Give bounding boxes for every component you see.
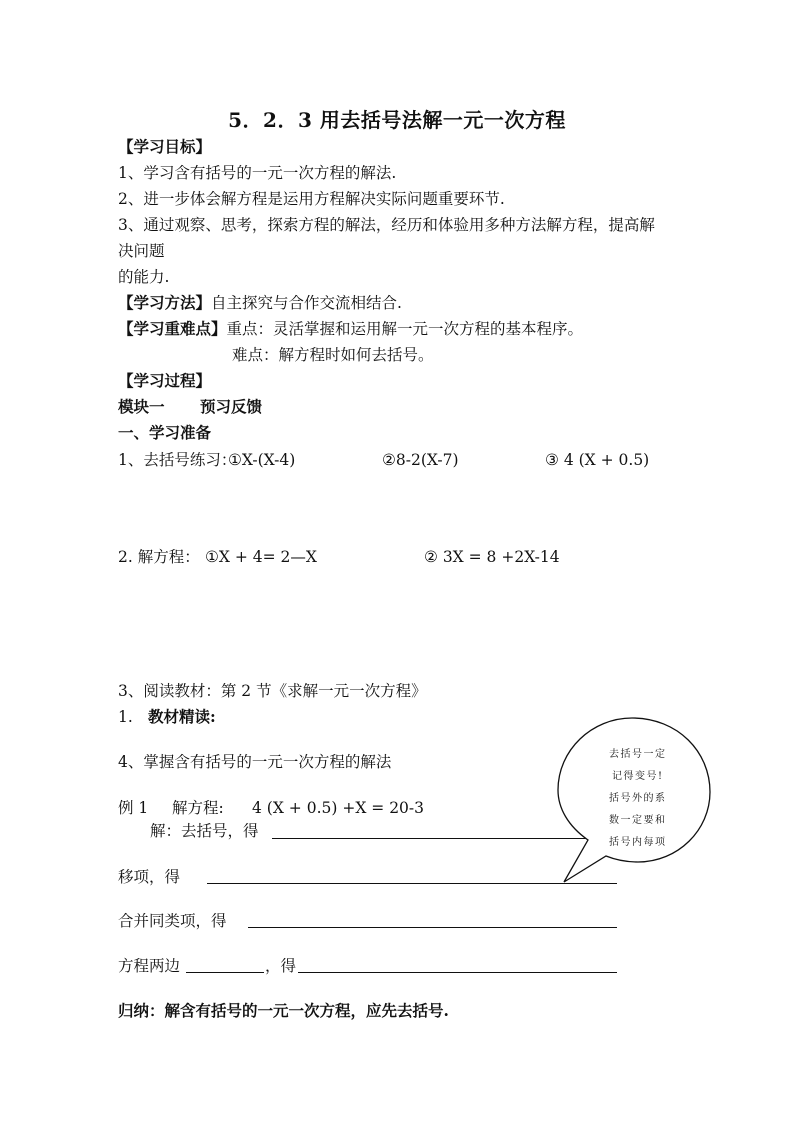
step4-blank-line[interactable] [186,972,264,973]
bubble-line-3: 括号外的系 [609,793,667,804]
method-text: 自主探究与合作交流相结合. [211,294,402,312]
exercise2-a: ①X + 4= 2—X [205,548,317,566]
exercise2-b: ② 3X = 8 +2X-14 [424,548,560,566]
master-text: 4、掌握含有括号的一元一次方程的解法 [118,753,392,771]
objective-item-3-line1: 3、通过观察、思考，探索方程的解法，经历和体验用多种方法解方程，提高解 [118,216,655,234]
objective-item-3-line2: 决问题 [118,242,165,260]
step4-label-b: ，得 [265,957,297,975]
objectives-heading: 【学习目标】 [118,137,212,156]
method-label: 【学习方法】 [118,293,212,312]
step3-answer-line[interactable] [248,927,617,928]
exercise1-c: ③ 4 (X + 0.5) [545,451,650,469]
exercise1-b: ②8-2(X-7) [382,451,459,469]
page-title: 5．2．3 用去括号法解一元一次方程 [228,108,566,132]
exercise1-label: 1、去括号练习： [118,451,237,469]
bubble-line-5: 括号内每项 [609,837,667,848]
process-heading: 【学习过程】 [118,371,212,390]
bubble-line-1: 去括号一定 [609,749,667,760]
key-points-line [118,318,583,340]
example-equation: 4 (X + 0.5) +X = 20-3 [252,799,425,817]
key-point-text: 重点：灵活掌握和运用解一元一次方程的基本程序。 [226,320,584,338]
exercise1-a: ①X-(X-4) [228,451,296,469]
read-text: 3、阅读教材：第 2 节《求解一元一次方程》 [118,682,427,700]
step3-label: 合并同类项，得 [118,912,227,930]
prep-heading: 一、学习准备 [118,423,212,442]
intensive-num: 1. [118,708,133,726]
step1-label: 解：去括号，得 [150,822,259,840]
exercise2-label: 2. 解方程： [118,548,200,566]
step4-answer-line[interactable] [298,972,617,973]
step1-answer-line[interactable] [272,838,590,839]
key-points-label: 【学习重难点】 [118,319,227,338]
objective-item-2: 2、进一步体会解方程是运用方程解决实际问题重要环节. [118,190,505,208]
bubble-line-2: 记得变号! [612,771,664,782]
bubble-line-4: 数一定要和 [609,815,667,826]
method-line [118,292,402,314]
example-label: 例 1 [118,799,149,817]
module1-name: 预习反馈 [200,397,263,416]
objective-item-1: 1、学习含有括号的一元一次方程的解法. [118,164,397,182]
difficulty-text: 难点：解方程时如何去括号。 [232,346,434,364]
intensive-text: 教材精读: [148,707,216,726]
summary-text: 归纳：解含有括号的一元一次方程，应先去括号. [118,1001,449,1020]
example-problem-label: 解方程: [172,799,224,817]
step2-label: 移项，得 [118,868,181,886]
step4-label-a: 方程两边 [118,957,181,975]
objective-item-3-line3: 的能力. [118,268,170,286]
module1-label: 模块一 [118,397,165,416]
